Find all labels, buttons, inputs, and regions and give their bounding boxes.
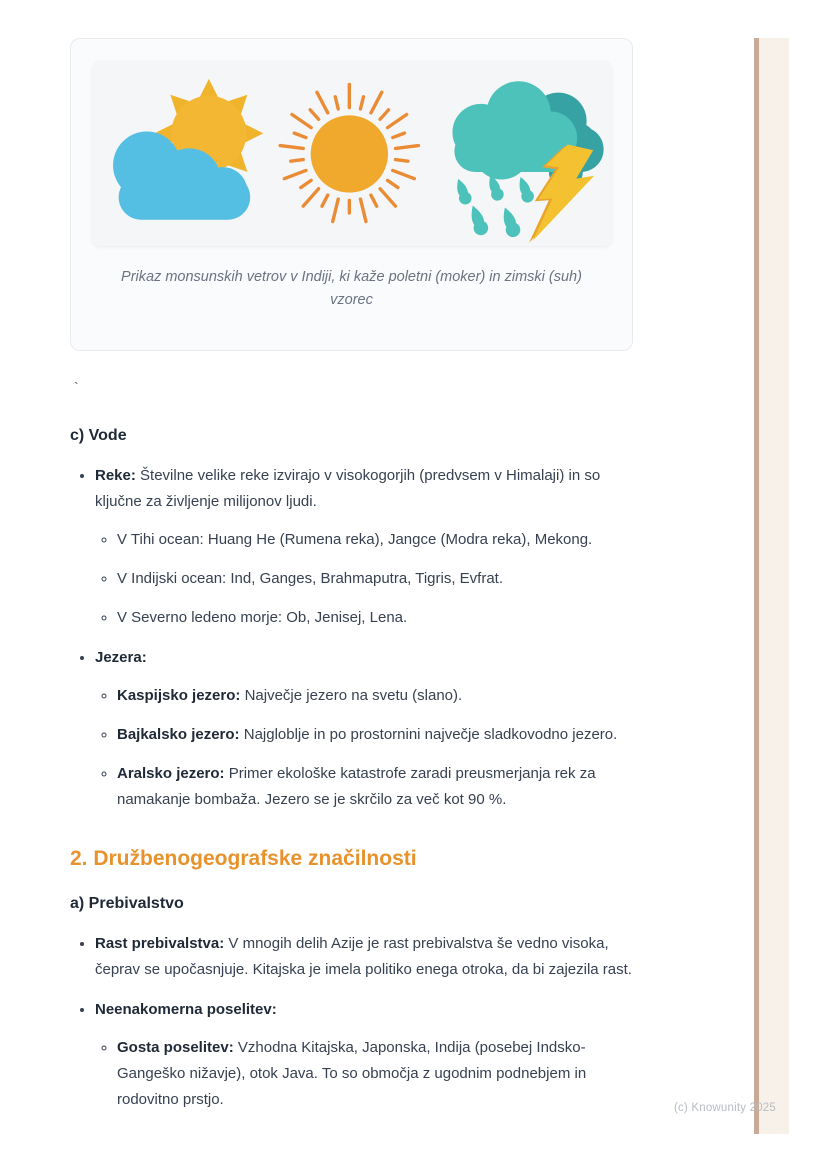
figure-caption: Prikaz monsunskih vetrov v Indiji, ki kaže poletni (moker) in zimski (suh) vzorec (121, 269, 582, 308)
sub-list-item-label: Kaspijsko jezero: (117, 687, 241, 704)
stray-backtick: ` (74, 379, 79, 395)
figure-card (70, 38, 633, 351)
list-item-reke (95, 463, 633, 631)
sub-list-item-text: Primer ekološke katastrofe zaradi preusmerjanja rek za namakanje bombaža. Jezero se je skrčilo za več kot 90 %. (117, 765, 596, 808)
sub-list-item (117, 683, 633, 709)
jezera-sublist (95, 683, 633, 813)
document-content (70, 0, 633, 1127)
sub-list-item-label: Bajkalsko jezero: (117, 726, 240, 743)
partly-cloudy-icon (98, 64, 272, 244)
prebivalstvo-list (70, 931, 633, 1113)
reke-sublist (95, 527, 633, 631)
sub-list-item-label: Gosta poselitev: (117, 1039, 234, 1056)
list-item-poselitev (95, 997, 633, 1113)
page-edge-stripe (754, 38, 789, 1134)
list-item-jezera (95, 645, 633, 813)
sub-list-item (117, 761, 633, 813)
raindrops (453, 172, 536, 238)
list-item-label: Rast prebivalstva: (95, 935, 225, 952)
list-item-rast (95, 931, 633, 983)
list-item-label: Reke: (95, 467, 136, 484)
sub-list-item-label: Aralsko jezero: (117, 765, 225, 782)
section-heading-vode: c) Vode (70, 427, 127, 444)
weather-illustration (92, 61, 612, 246)
sub-list-item (117, 527, 633, 553)
sub-list-item (117, 722, 633, 748)
sub-list-item-text: V Tihi ocean: Huang He (Rumena reka), Jangce (Modra reka), Mekong. (117, 531, 593, 548)
list-item-text: V mnogih delih Azije je rast prebivalstva še vedno visoka, čeprav se upočasnjuje. Kitajska je imela politiko enega otroka, da bi zajezila rast. (95, 935, 632, 978)
sub-list-item-text: Vzhodna Kitajska, Japonska, Indija (posebej Indsko-Gangeško nižavje), otok Java. To so območja z ugodnim podnebjem in rodovitno prstjo. (117, 1039, 587, 1108)
list-item-label: Jezera: (95, 649, 147, 666)
storm-rain-lightning-icon (426, 61, 606, 246)
copyright-note: (c) Knowunity 2025 (673, 1102, 776, 1114)
sub-list-item-text: V Indijski ocean: Ind, Ganges, Brahmaputra, Tigris, Evfrat. (117, 570, 504, 587)
sun-icon (272, 73, 427, 235)
poselitev-sublist (95, 1035, 633, 1113)
section-heading-prebivalstvo: a) Prebivalstvo (70, 895, 184, 912)
sub-list-item (117, 605, 633, 631)
list-item-label: Neenakomerna poselitev: (95, 1001, 277, 1018)
sub-list-item-text: Najgloblje in po prostornini največje sladkovodno jezero. (243, 726, 618, 743)
sub-list-item-text: V Severno ledeno morje: Ob, Jenisej, Lena. (117, 609, 408, 626)
list-item-text: Številne velike reke izvirajo v visokogorjih (predvsem v Himalaji) in so ključne za življenje milijonov ljudi. (95, 467, 601, 510)
sub-list-item (117, 1035, 633, 1113)
sub-list-item-text: Največje jezero na svetu (slano). (244, 687, 463, 704)
sub-list-item (117, 566, 633, 592)
vode-list (70, 463, 633, 813)
section-heading-druzbeno: 2. Družbenogeografske značilnosti (70, 847, 417, 870)
